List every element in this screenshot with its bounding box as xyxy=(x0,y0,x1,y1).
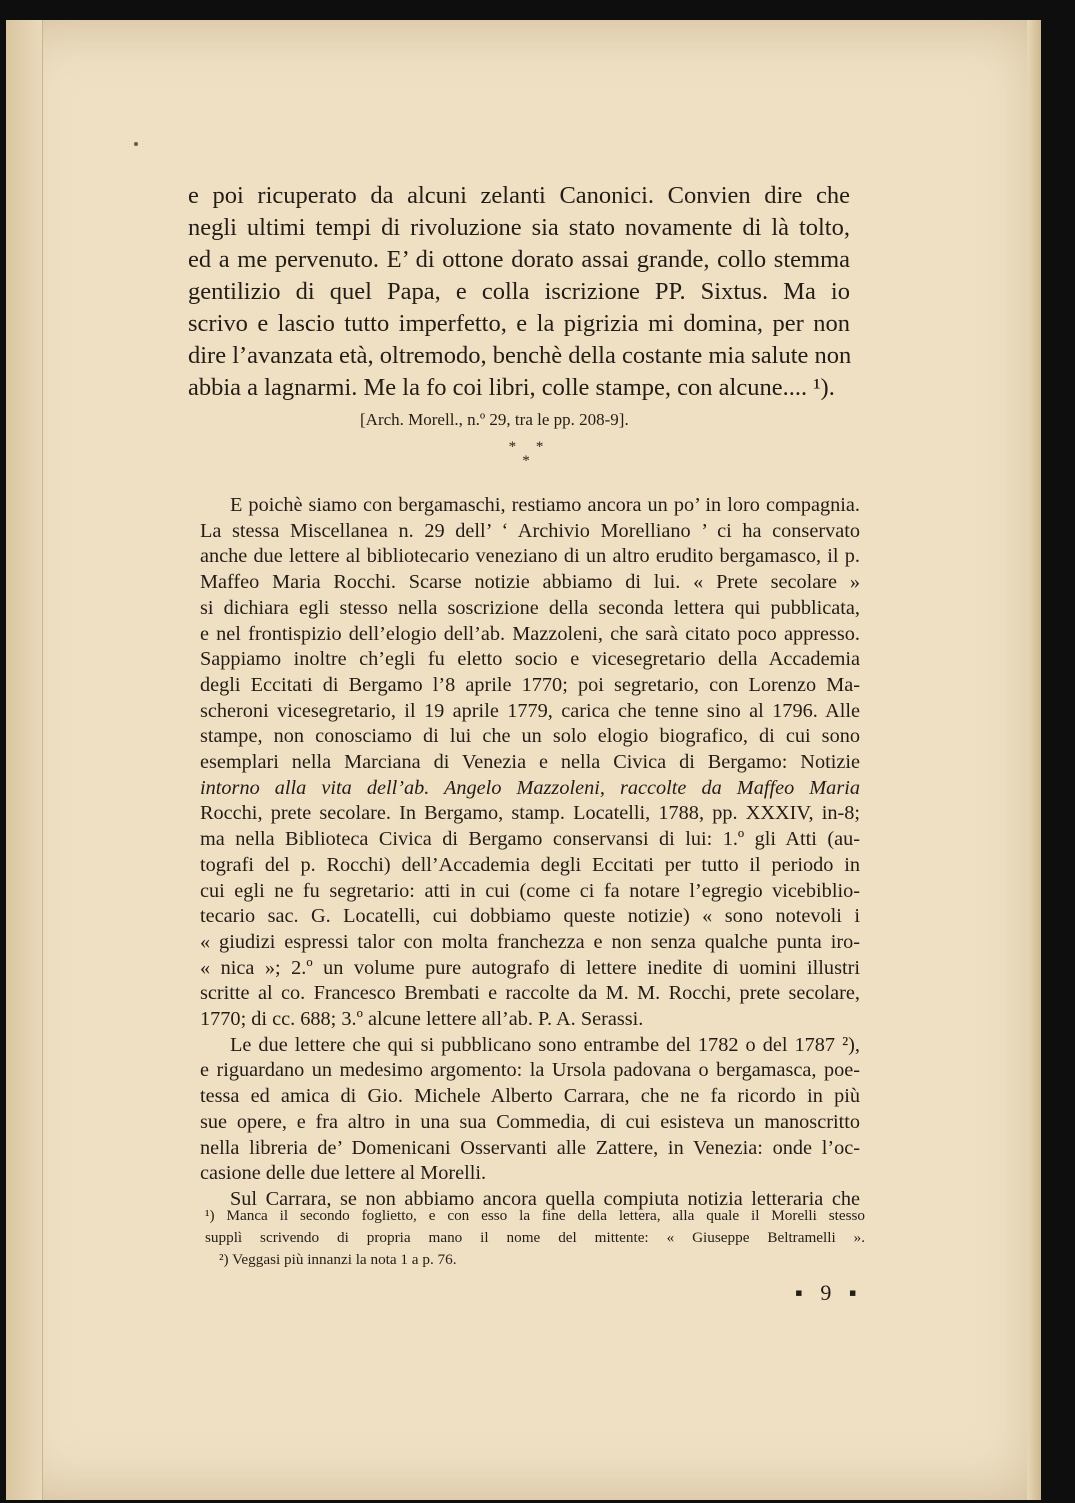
body-text xyxy=(200,493,860,1213)
text-line: « nica »; 2.º un volume pure autografo di lettere inedite di uomini illustri xyxy=(200,956,860,979)
folio-square-icon: ▪ xyxy=(848,1280,863,1305)
text-line: intorno alla vita dell’ab. Angelo Mazzoleni, raccolte da Maffeo Maria xyxy=(200,776,860,799)
folio-square-icon: ▪ xyxy=(795,1280,809,1305)
letter-ending-paragraph xyxy=(188,180,850,404)
binding-edge xyxy=(6,20,43,1500)
text-line: tessa ed amica di Gio. Michele Alberto Carrara, che ne fa ricordo in più xyxy=(200,1085,860,1108)
text-line: scrivo e lascio tutto imperfetto, e la pigrizia mi domina, per non xyxy=(188,310,850,337)
text-line: nella libreria de’ Domenicani Osservanti alle Zattere, in Venezia: onde l’oc- xyxy=(200,1136,860,1159)
text-line: degli Eccitati di Bergamo l’8 aprile 1770; poi segretario, con Lorenzo Ma- xyxy=(200,673,860,696)
text-line: gentilizio di quel Papa, e colla iscrizione PP. Sixtus. Ma io xyxy=(188,278,850,305)
text-line: stampe, non conosciamo di lui che un solo elogio biografico, di cui sono xyxy=(200,725,860,748)
text-line: tecario sac. G. Locatelli, cui dobbiamo queste notizie) « sono notevoli i xyxy=(200,905,860,928)
text-line: casione delle due lettere al Morelli. xyxy=(200,1162,487,1185)
text-line: anche due lettere al bibliotecario veneziano di un altro erudito bergamasco, il p. xyxy=(200,545,860,568)
footnote-line: supplì scrivendo di propria mano il nome del mittente: « Giuseppe Beltramelli ». xyxy=(205,1229,865,1246)
text-line: scritte al co. Francesco Brembati e raccolte da M. M. Rocchi, prete secolare, xyxy=(200,982,860,1005)
text-line: negli ultimi tempi di rivoluzione sia stato novamente di là tolto, xyxy=(188,214,850,241)
text-line: ma nella Biblioteca Civica di Bergamo conservansi di lui: 1.º gli Atti (au- xyxy=(200,828,860,851)
footnote-line: ¹) Manca il secondo foglietto, e con esso la fine della lettera, alla quale il Morelli stesso xyxy=(205,1207,865,1224)
text-line: esemplari nella Marciana di Venezia e nella Civica di Bergamo: Notizie xyxy=(200,751,860,774)
footnotes xyxy=(205,1205,865,1271)
text-line: scheroni vicesegretario, il 19 aprile 1779, carica che tenne sino al 1796. Alle xyxy=(200,699,860,722)
page-edge xyxy=(1027,20,1041,1500)
speck xyxy=(134,142,138,146)
text-line: e poi ricuperato da alcuni zelanti Canonici. Convien dire che xyxy=(188,182,850,209)
text-line: Sappiamo inoltre ch’egli fu eletto socio e vicesegretario della Accademia xyxy=(200,648,860,671)
text-line: tografi del p. Rocchi) dell’Accademia degli Eccitati per tutto il periodo in xyxy=(200,853,860,876)
text-line: abbia a lagnarmi. Me la fo coi libri, colle stampe, con alcune.... ¹). xyxy=(188,374,835,401)
page-number xyxy=(795,1280,863,1306)
text-line: 1770; di cc. 688; 3.º alcune lettere all’ab. P. A. Serassi. xyxy=(200,1008,644,1031)
text-line: Maffeo Maria Rocchi. Scarse notizie abbiamo di lui. « Prete secolare » xyxy=(200,571,860,594)
text-line: e nel frontispizio dell’elogio dell’ab. Mazzoleni, che sarà citato poco appresso. xyxy=(200,622,860,645)
text-line: si dichiara egli stesso nella soscrizione della seconda lettera qui pubblicata, xyxy=(200,596,860,619)
text-line: « giudizi espressi talor con molta franchezza e non senza qualche punta iro- xyxy=(200,930,860,953)
text-line: Le due lettere che qui si pubblicano sono entrambe del 1782 o del 1787 ²), xyxy=(230,1033,860,1056)
text-line: ed a me pervenuto. E’ di ottone dorato assai grande, collo stemma xyxy=(188,246,850,273)
text-line: Sul Carrara, se non abbiamo ancora quella compiuta notizia letteraria che xyxy=(230,1187,860,1210)
footnote-line: ²) Veggasi più innanzi la nota 1 a p. 76. xyxy=(219,1251,457,1268)
section-separator: * * * xyxy=(508,439,552,469)
text-line: e riguardano un medesimo argomento: la Ursola padovana o bergamasca, poe- xyxy=(200,1059,860,1082)
text-line: E poichè siamo con bergamaschi, restiamo ancora un po’ in loro compagnia. xyxy=(230,494,860,516)
text-line: Rocchi, prete secolare. In Bergamo, stamp. Locatelli, 1788, pp. XXXIV, in-8; xyxy=(200,802,860,825)
text-line: dire l’avanzata età, oltremodo, benchè della costante mia salute non xyxy=(188,342,852,369)
text-line: sue opere, e fra altro in una sua Commedia, di cui esisteva un manoscritto xyxy=(200,1110,860,1133)
text-line: La stessa Miscellanea n. 29 dell’ ‘ Archivio Morelliano ’ ci ha conservato xyxy=(200,519,860,542)
text-line: cui egli ne fu segretario: atti in cui (come ci fa notare l’egregio vicebiblio- xyxy=(200,879,860,902)
source-citation: [Arch. Morell., n.º 29, tra le pp. 208-9]. xyxy=(360,410,629,429)
page-number-value: 9 xyxy=(820,1280,838,1305)
